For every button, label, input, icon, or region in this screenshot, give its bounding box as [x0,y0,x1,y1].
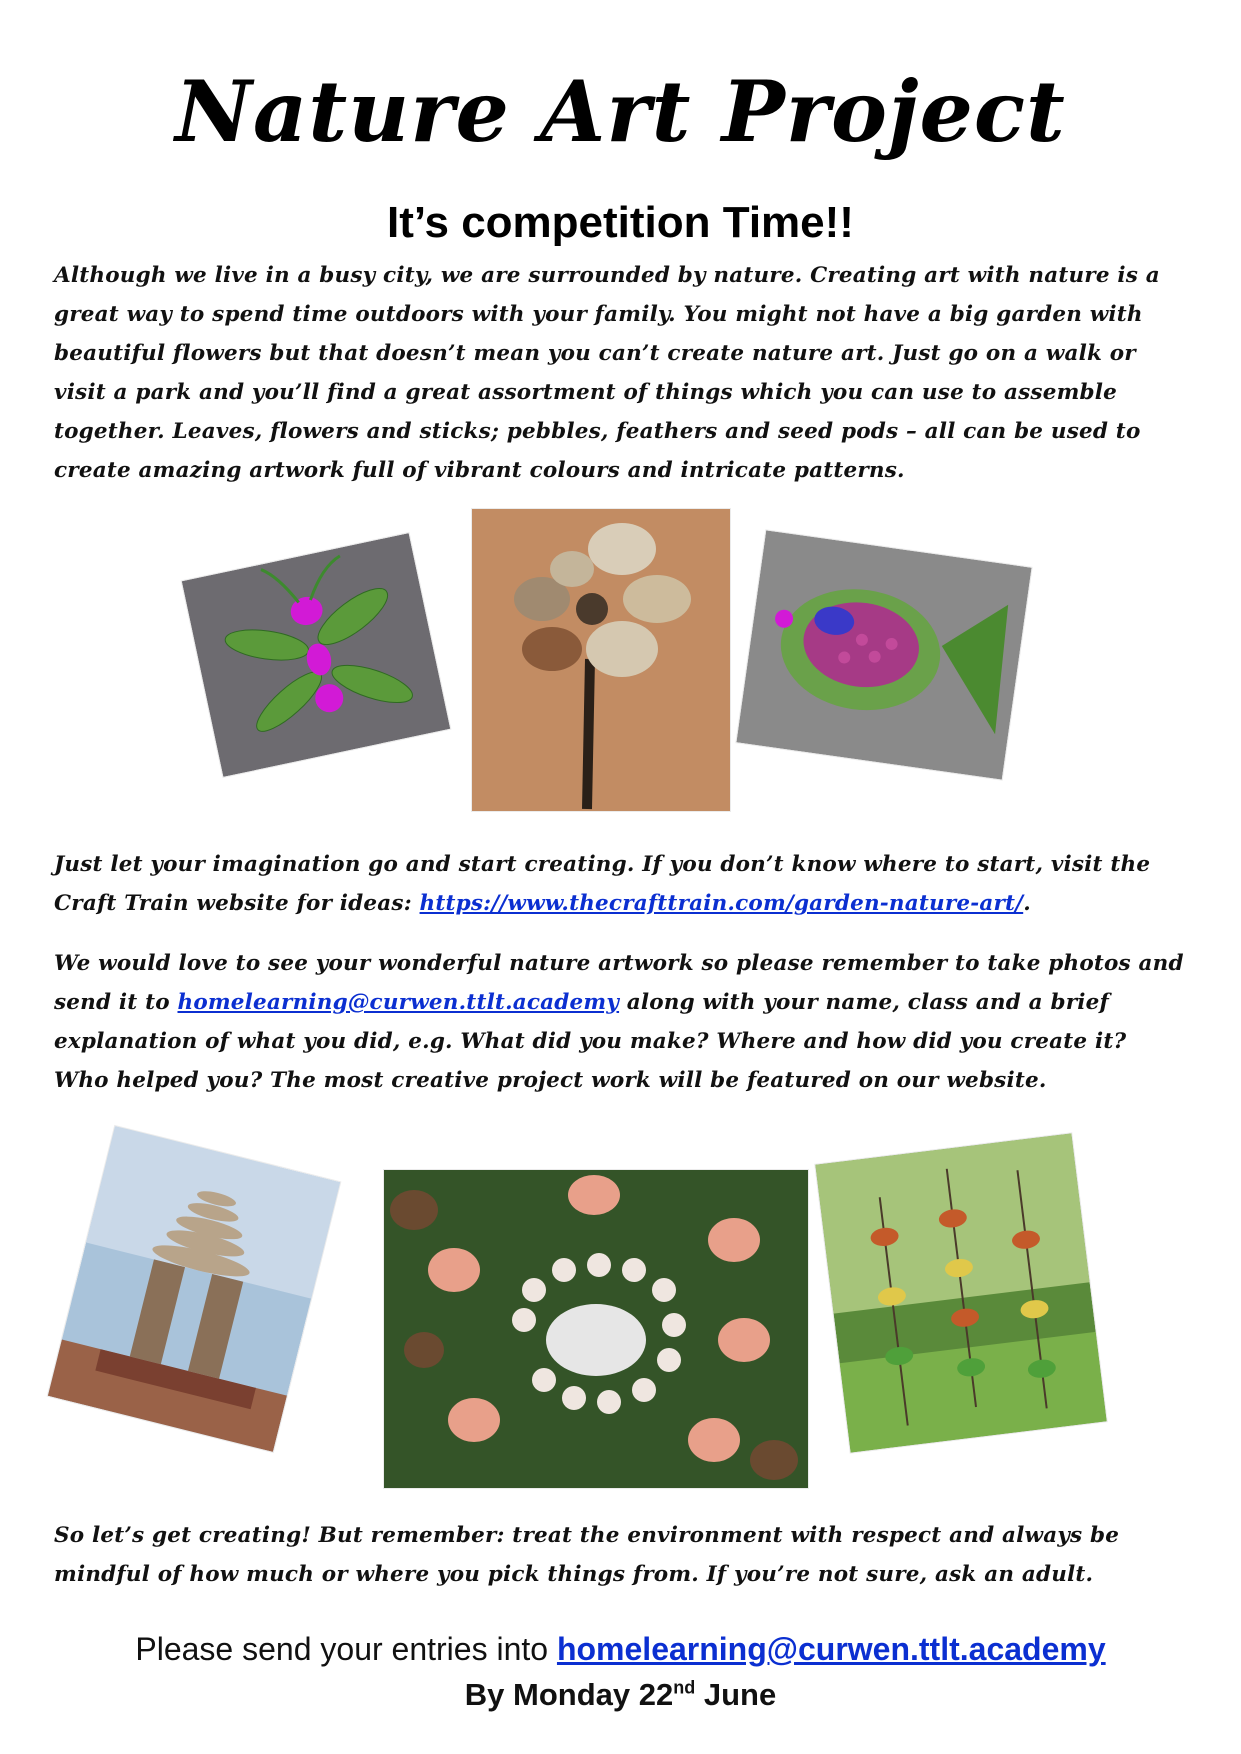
ideas-text: Just let your imagination go and start creating. If you don’t know where to start, visit the Craft Train website for ideas: [54,852,1151,916]
pebble-flower-photo [472,509,730,811]
intro-paragraph: Although we live in a busy city, we are surrounded by nature. Creating art with nature is a great way to spend time outdoors with your family. You might not have a big garden with beautiful flowers but that doesn’t mean you can’t create nature art. Just go on a walk or visit a park and you’ll find a great assortment of things which you can use to assemble together. Leaves, flowers and sticks; pebbles, feathers and seed pods – all can be used to create amazing artwork full of vibrant colours and intricate patterns. [54,263,1160,483]
page-subtitle: It’s competition Time!! [387,198,854,247]
footer-send [0,1631,1241,1668]
stone-stack-photo [48,1126,340,1452]
shell-spiral-photo [384,1170,808,1488]
send-text-before: We would love to see your wonderful nature artwork so please remember to take photos and send it to [54,951,1184,1015]
leaf-garland-photo [815,1133,1106,1452]
footer-prefix: Please send your entries into [135,1631,557,1667]
closing-paragraph: So let’s get creating! But remember: treat the environment with respect and always be mindful of how much or where you pick things from. If you’re not sure, ask an adult. [54,1523,1120,1587]
deadline-text: By Monday 22 [464,1677,674,1712]
footer-email-link[interactable]: homelearning@curwen.ttlt.academy [556,1631,1106,1667]
page-title: Nature Art Project [175,62,1066,161]
send-paragraph [54,944,1184,1100]
footer-deadline [0,1677,1241,1713]
leaf-fish-photo [736,530,1031,779]
send-text-after: along with your name, class and a brief explanation of what you did, e.g. What did you make? Where and how did you create it? Who helped you? The most creative project work will be featured on our website. [54,990,1127,1093]
ideas-end: . [1023,891,1031,916]
ideas-paragraph [54,845,1184,923]
craft-train-link[interactable]: https://www.thecrafttrain.com/garden-nature-art/ [419,891,1024,916]
deadline-month: June [695,1677,777,1712]
email-link[interactable]: homelearning@curwen.ttlt.academy [177,990,620,1015]
deadline-suffix: nd [673,1677,696,1698]
leaf-butterfly-photo [182,533,451,777]
